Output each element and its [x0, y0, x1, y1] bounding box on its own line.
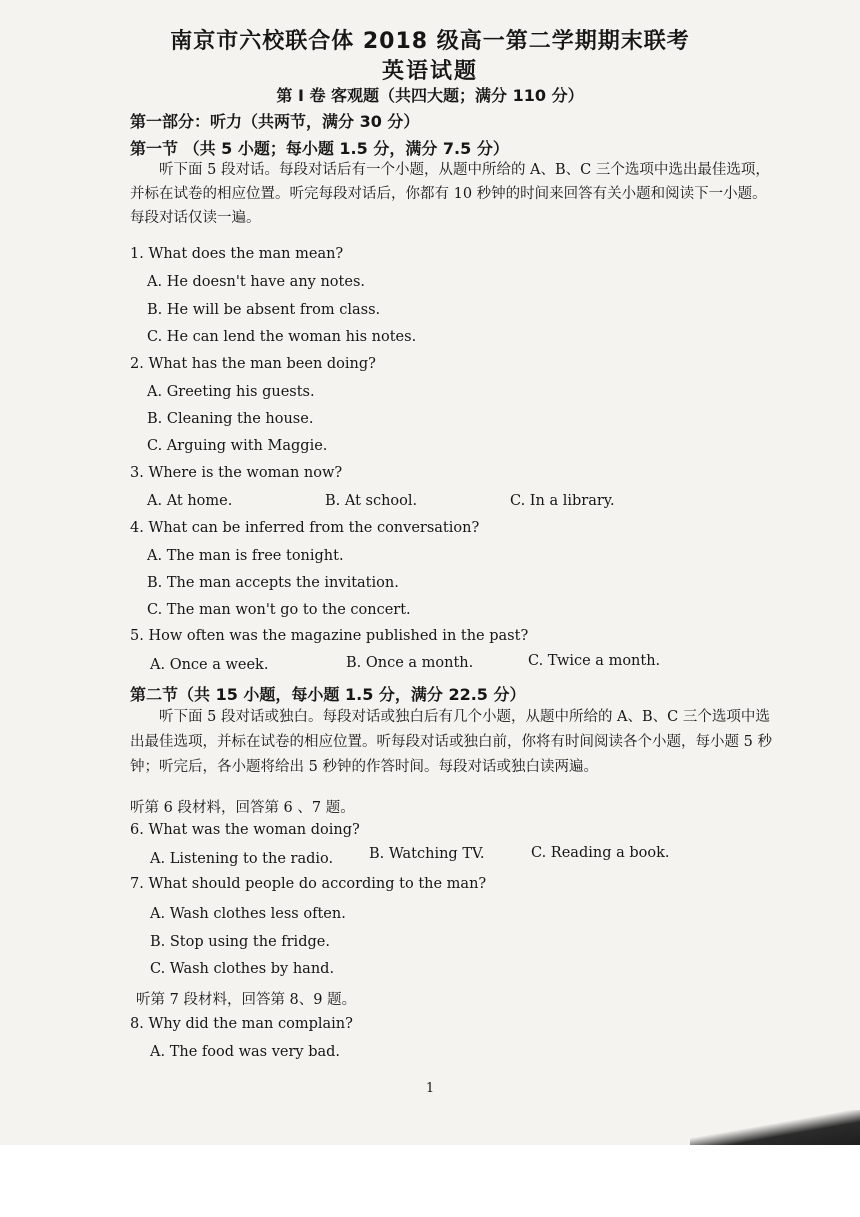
section2-instructions: 听下面 5 段对话或独白。每段对话或独白后有几个小题，从题中所给的 A、B、C 三个选项中选出最佳选项，并标在试卷的相应位置。听每段对话或独白前，你将有时间阅读各个小题，每小题 5 秒钟；听完后，各小题将给出 5 秒钟的作答时间。每段对话或独白读两遍。 [130, 709, 772, 775]
q4-option-c: C. The man won't go to the concert. [147, 602, 411, 618]
q4-option-b: B. The man accepts the invitation. [147, 575, 399, 591]
q5-option-a: A. Once a week. [150, 657, 269, 673]
part1-heading: 第一部分：听力（共两节，满分 30 分） [130, 112, 420, 131]
q7-option-b: B. Stop using the fridge. [150, 934, 330, 950]
question-1: 1. What does the man mean? [130, 246, 344, 262]
q3-option-c: C. In a library. [510, 493, 615, 509]
question-7: 7. What should people do according to the man? [130, 876, 487, 892]
q5-option-b: B. Once a month. [346, 655, 474, 671]
q3-option-a: A. At home. [147, 493, 233, 509]
question-3: 3. Where is the woman now? [130, 465, 343, 481]
q2-option-c: C. Arguing with Maggie. [147, 438, 328, 454]
volume-heading: 第 I 卷 客观题（共四大题；满分 110 分） [276, 86, 584, 105]
material-7-note: 听第 7 段材料，回答第 8、9 题。 [136, 992, 357, 1008]
q7-option-a: A. Wash clothes less often. [150, 906, 346, 922]
q2-option-a: A. Greeting his guests. [147, 384, 315, 400]
q1-option-c: C. He can lend the woman his notes. [147, 329, 417, 345]
q7-option-c: C. Wash clothes by hand. [150, 961, 335, 977]
section1-heading: 第一节 （共 5 小题；每小题 1.5 分，满分 7.5 分） [130, 139, 509, 158]
q6-option-b: B. Watching TV. [369, 846, 485, 862]
question-8: 8. Why did the man complain? [130, 1016, 353, 1032]
q3-option-b: B. At school. [325, 493, 418, 509]
material-6-note: 听第 6 段材料，回答第 6 、7 题。 [130, 800, 355, 816]
question-4: 4. What can be inferred from the conversation? [130, 520, 480, 536]
q5-option-c: C. Twice a month. [528, 653, 661, 669]
q2-option-b: B. Cleaning the house. [147, 411, 314, 427]
exam-title: 南京市六校联合体 2018 级高一第二学期期末联考 [170, 29, 690, 54]
exam-subtitle: 英语试题 [381, 59, 478, 84]
q1-option-b: B. He will be absent from class. [147, 302, 381, 318]
q1-option-a: A. He doesn't have any notes. [147, 274, 365, 290]
scan-edge-shadow [690, 1110, 860, 1150]
q8-option-a: A. The food was very bad. [150, 1044, 341, 1060]
question-5: 5. How often was the magazine published in the past? [130, 628, 529, 644]
q4-option-a: A. The man is free tonight. [147, 548, 344, 564]
scan-bottom-margin [0, 1145, 860, 1217]
question-2: 2. What has the man been doing? [130, 356, 376, 372]
section2-heading: 第二节（共 15 小题，每小题 1.5 分，满分 22.5 分） [130, 685, 526, 704]
q6-option-c: C. Reading a book. [531, 845, 670, 861]
section1-instructions: 听下面 5 段对话。每段对话后有一个小题，从题中所给的 A、B、C 三个选项中选出最佳选项，并标在试卷的相应位置。听完每段对话后，你都有 10 秒钟的时间来回答有关小题和阅读下一小题。每段对话仅读一遍。 [130, 162, 770, 226]
q6-option-a: A. Listening to the radio. [150, 851, 334, 867]
page-number: 1 [425, 1081, 435, 1096]
question-6: 6. What was the woman doing? [130, 822, 360, 838]
